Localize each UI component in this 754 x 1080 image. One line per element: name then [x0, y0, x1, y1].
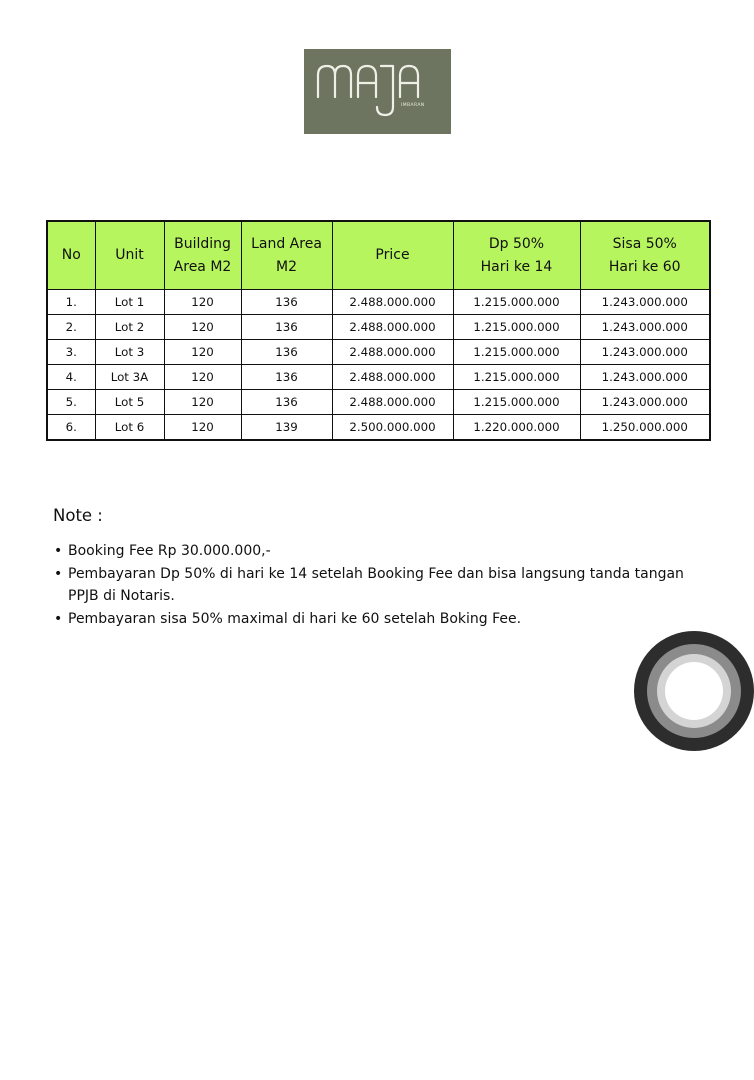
table-body: [47, 290, 710, 441]
cell-no: 6.: [47, 415, 95, 441]
maja-logo-icon: [304, 49, 451, 134]
floating-ring-button[interactable]: [634, 631, 754, 751]
table-row: [47, 365, 710, 390]
column-header-unit: [95, 221, 164, 290]
column-header-sisa: [580, 221, 710, 290]
column-header-line: Hari ke 14: [480, 258, 553, 275]
cell-dp: 1.215.000.000: [453, 365, 580, 390]
cell-dp: 1.215.000.000: [453, 340, 580, 365]
column-header-dp: [453, 221, 580, 290]
note-item: • Pembayaran sisa 50% maximal di hari ke 60 setelah Boking Fee.: [53, 608, 703, 631]
cell-no: 1.: [47, 290, 95, 315]
cell-sisa: 1.243.000.000: [580, 315, 710, 340]
column-header-line: Building: [174, 235, 231, 252]
cell-no: 4.: [47, 365, 95, 390]
unit-price-table: [46, 220, 711, 441]
table-row: [47, 415, 710, 441]
note-title: Note :: [53, 506, 103, 525]
cell-price: 2.500.000.000: [332, 415, 453, 441]
table-header: [47, 221, 710, 290]
cell-land: 136: [241, 290, 332, 315]
cell-building: 120: [164, 290, 241, 315]
cell-building: 120: [164, 340, 241, 365]
cell-unit: Lot 6: [95, 415, 164, 441]
cell-dp: 1.215.000.000: [453, 315, 580, 340]
table-row: [47, 315, 710, 340]
cell-sisa: 1.243.000.000: [580, 290, 710, 315]
cell-land: 136: [241, 340, 332, 365]
cell-price: 2.488.000.000: [332, 290, 453, 315]
cell-no: 5.: [47, 390, 95, 415]
brand-logo: [304, 49, 451, 134]
cell-unit: Lot 2: [95, 315, 164, 340]
column-header-building: [164, 221, 241, 290]
column-header-line: Area M2: [173, 258, 232, 275]
cell-price: 2.488.000.000: [332, 390, 453, 415]
cell-building: 120: [164, 315, 241, 340]
cell-unit: Lot 5: [95, 390, 164, 415]
column-header-line: Unit: [115, 247, 144, 263]
cell-building: 120: [164, 390, 241, 415]
cell-building: 120: [164, 415, 241, 441]
column-header-line: Dp 50%: [488, 235, 545, 252]
column-header-price: [332, 221, 453, 290]
cell-sisa: 1.250.000.000: [580, 415, 710, 441]
column-header-line: Price: [375, 247, 410, 263]
cell-price: 2.488.000.000: [332, 365, 453, 390]
cell-land: 136: [241, 315, 332, 340]
cell-unit: Lot 1: [95, 290, 164, 315]
logo-subtitle: IMBARAN: [401, 103, 425, 108]
column-header-no: [47, 221, 95, 290]
cell-land: 136: [241, 365, 332, 390]
cell-building: 120: [164, 365, 241, 390]
column-header-line: Sisa 50%: [612, 235, 677, 252]
table-row: [47, 390, 710, 415]
cell-dp: 1.220.000.000: [453, 415, 580, 441]
cell-dp: 1.215.000.000: [453, 290, 580, 315]
cell-land: 136: [241, 390, 332, 415]
cell-no: 3.: [47, 340, 95, 365]
table-row: [47, 340, 710, 365]
column-header-line: No: [61, 247, 81, 263]
cell-price: 2.488.000.000: [332, 315, 453, 340]
table-header-row: [47, 221, 710, 290]
cell-price: 2.488.000.000: [332, 340, 453, 365]
cell-sisa: 1.243.000.000: [580, 340, 710, 365]
column-header-line: M2: [276, 258, 297, 275]
ring-icon: [634, 631, 754, 751]
column-header-line: Land Area: [251, 235, 322, 252]
cell-unit: Lot 3: [95, 340, 164, 365]
cell-dp: 1.215.000.000: [453, 390, 580, 415]
cell-no: 2.: [47, 315, 95, 340]
cell-sisa: 1.243.000.000: [580, 365, 710, 390]
column-header-line: Hari ke 60: [608, 258, 681, 275]
notes-list: [53, 540, 703, 630]
note-item: • Pembayaran Dp 50% di hari ke 14 setelah Booking Fee dan bisa langsung tanda tangan PPJB di Notaris.: [53, 563, 703, 608]
cell-unit: Lot 3A: [95, 365, 164, 390]
note-item: • Booking Fee Rp 30.000.000,-: [53, 540, 703, 563]
table-row: [47, 290, 710, 315]
cell-sisa: 1.243.000.000: [580, 390, 710, 415]
cell-land: 139: [241, 415, 332, 441]
column-header-land: [241, 221, 332, 290]
